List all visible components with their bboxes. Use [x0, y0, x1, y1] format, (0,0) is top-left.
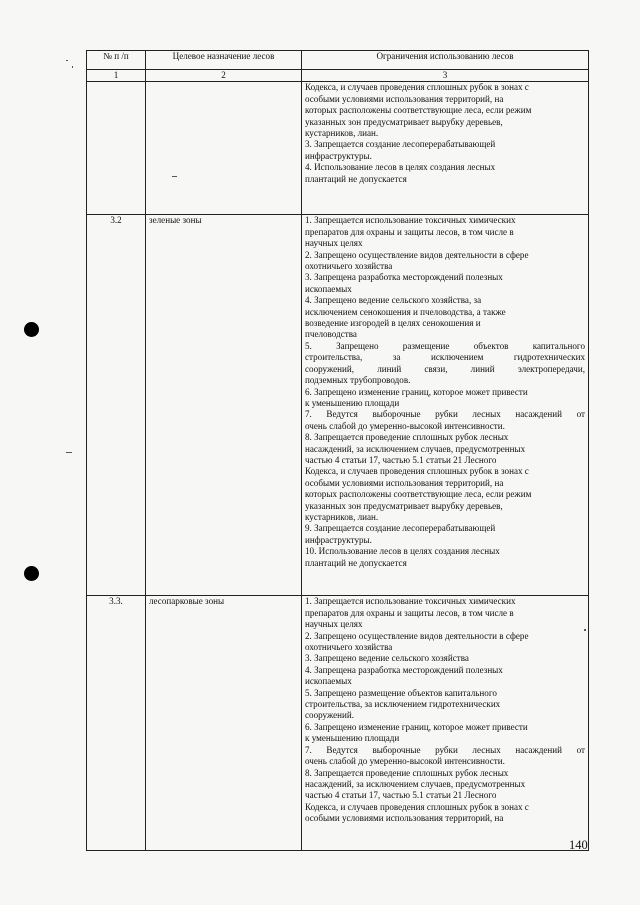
restriction-line: частью 4 статьи 17, частью 5.1 статьи 21 Лесного	[305, 790, 497, 801]
restriction-line: пчеловодства	[305, 329, 357, 340]
scan-speck	[172, 176, 177, 177]
restriction-line: ископаемых	[305, 676, 352, 687]
restriction-line: охотничьего хозяйства	[305, 261, 393, 272]
table-row	[87, 215, 589, 596]
restriction-line: указанных зон предусматривает вырубку деревьев,	[305, 116, 503, 127]
row-purpose: зеленые зоны	[146, 215, 302, 596]
punch-hole-mark	[24, 566, 39, 581]
restriction-line: Кодекса, и случаев проведения сплошных рубок в зонах с	[305, 82, 529, 93]
restriction-line: насаждений, за исключением случаев, предусмотренных	[305, 778, 526, 789]
restriction-line: кустарников, лиан.	[305, 511, 379, 522]
restriction-line: подземных трубопроводов.	[305, 375, 411, 386]
restriction-line: 3. Запрещена разработка месторождений полезных	[305, 272, 503, 283]
restriction-line: кустарников, лиан.	[305, 128, 379, 139]
punch-hole-mark	[24, 322, 39, 337]
restriction-line: сооружений, линий связи, линий электропередачи,	[305, 363, 585, 374]
header-restrictions: Ограничения использованию лесов	[302, 51, 589, 70]
scan-speck	[66, 452, 72, 453]
restriction-line: инфраструктуры.	[305, 534, 372, 545]
restriction-line: исключением сенокошения и пчеловодства, а также	[305, 306, 506, 317]
restriction-line: 8. Запрещается проведение сплошных рубок лесных	[305, 432, 509, 443]
restriction-line: 10. Использование лесов в целях создания лесных	[305, 546, 500, 557]
row-restrictions	[302, 215, 589, 596]
restriction-line: Кодекса, и случаев проведения сплошных рубок в зонах с	[305, 801, 529, 812]
restriction-line: 4. Использование лесов в целях создания лесных	[305, 162, 496, 173]
restriction-line: 1. Запрещается использование токсичных химических	[305, 596, 516, 607]
page-number: 140	[569, 838, 588, 852]
restriction-line: к уменьшению площади	[305, 733, 400, 744]
row-purpose: лесопарковые зоны	[146, 596, 302, 851]
restriction-line: 8. Запрещается проведение сплошных рубок лесных	[305, 767, 509, 778]
restriction-line: 4. Запрещена разработка месторождений полезных	[305, 664, 503, 675]
restriction-line: строительства, за исключением гидротехнических	[305, 352, 585, 363]
restriction-line: 2. Запрещено осуществление видов деятельности в сфере	[305, 630, 529, 641]
restriction-line: 3. Запрещено ведение сельского хозяйства	[305, 653, 469, 664]
restriction-line: очень слабой до умеренно-высокой интенсивности.	[305, 756, 505, 767]
header-purpose: Целевое назначение лесов	[146, 51, 302, 70]
restriction-line: 4. Запрещено ведение сельского хозяйства, за	[305, 295, 482, 306]
restriction-line: особыми условиями использования территорий, на	[305, 813, 504, 824]
restriction-line: инфраструктуры.	[305, 150, 372, 161]
restriction-line: плантаций не допускается	[305, 173, 407, 184]
scan-speck	[72, 66, 73, 68]
row-purpose	[146, 82, 302, 215]
restriction-line: возведение изгородей в целях сенокошения и	[305, 318, 481, 329]
restriction-line: плантаций не допускается	[305, 557, 407, 568]
scan-speck	[66, 60, 68, 61]
restriction-line: 5. Запрещено размещение объектов капитального	[305, 687, 497, 698]
column-numbers-row	[87, 70, 589, 82]
restriction-line: насаждений, за исключением случаев, предусмотренных	[305, 443, 526, 454]
restriction-line: 1. Запрещается использование токсичных химических	[305, 215, 516, 226]
restriction-line: 6. Запрещено изменение границ, которое может привести	[305, 721, 528, 732]
restriction-line: указанных зон предусматривает вырубку деревьев,	[305, 500, 503, 511]
restriction-line: 3. Запрещается создание лесоперерабатывающей	[305, 139, 496, 150]
row-number: 3.2	[87, 215, 146, 596]
restriction-line: препаратов для охраны и защиты лесов, в том числе в	[305, 226, 514, 237]
restriction-line: строительства, за исключением гидротехнических	[305, 699, 501, 710]
column-number-2: 2	[146, 70, 302, 82]
column-number-3: 3	[302, 70, 589, 82]
row-restrictions	[302, 82, 589, 215]
table-row	[87, 596, 589, 851]
restriction-line: научных целях	[305, 619, 363, 630]
restriction-line: 7. Ведутся выборочные рубки лесных насаждений от	[305, 744, 585, 755]
restriction-line: ископаемых	[305, 283, 352, 294]
row-restrictions	[302, 596, 589, 851]
header-number: № п /п	[87, 51, 146, 70]
restriction-line: 5. Запрещено размещение объектов капитального	[305, 340, 585, 351]
restriction-line: научных целях	[305, 238, 363, 249]
row-number: 3.3.	[87, 596, 146, 851]
restriction-line: очень слабой до умеренно-высокой интенсивности.	[305, 420, 505, 431]
restriction-line: охотничьего хозяйства	[305, 642, 393, 653]
restriction-line: Кодекса, и случаев проведения сплошных рубок в зонах с	[305, 466, 529, 477]
restriction-line: особыми условиями использования территорий, на	[305, 477, 504, 488]
restriction-line: которых расположены соответствующие леса, если режим	[305, 489, 532, 500]
restriction-line: частью 4 статьи 17, частью 5.1 статьи 21 Лесного	[305, 454, 497, 465]
restriction-line: 9. Запрещается создание лесоперерабатывающей	[305, 523, 496, 534]
restriction-line: особыми условиями использования территорий, на	[305, 93, 504, 104]
restriction-line: 7. Ведутся выборочные рубки лесных насаждений от	[305, 409, 585, 420]
restriction-line: 6. Запрещено изменение границ, которое может привести	[305, 386, 528, 397]
restriction-line: к уменьшению площади	[305, 397, 400, 408]
restriction-line: 2. Запрещено осуществление видов деятельности в сфере	[305, 249, 529, 260]
restrictions-table	[86, 50, 589, 851]
restriction-line: препаратов для охраны и защиты лесов, в том числе в	[305, 607, 514, 618]
table-header-row	[87, 51, 589, 70]
scan-speck	[584, 629, 586, 631]
column-number-1: 1	[87, 70, 146, 82]
restriction-line: сооружений.	[305, 710, 355, 721]
restriction-line: которых расположены соответствующие леса, если режим	[305, 105, 532, 116]
table-row	[87, 82, 589, 215]
row-number	[87, 82, 146, 215]
